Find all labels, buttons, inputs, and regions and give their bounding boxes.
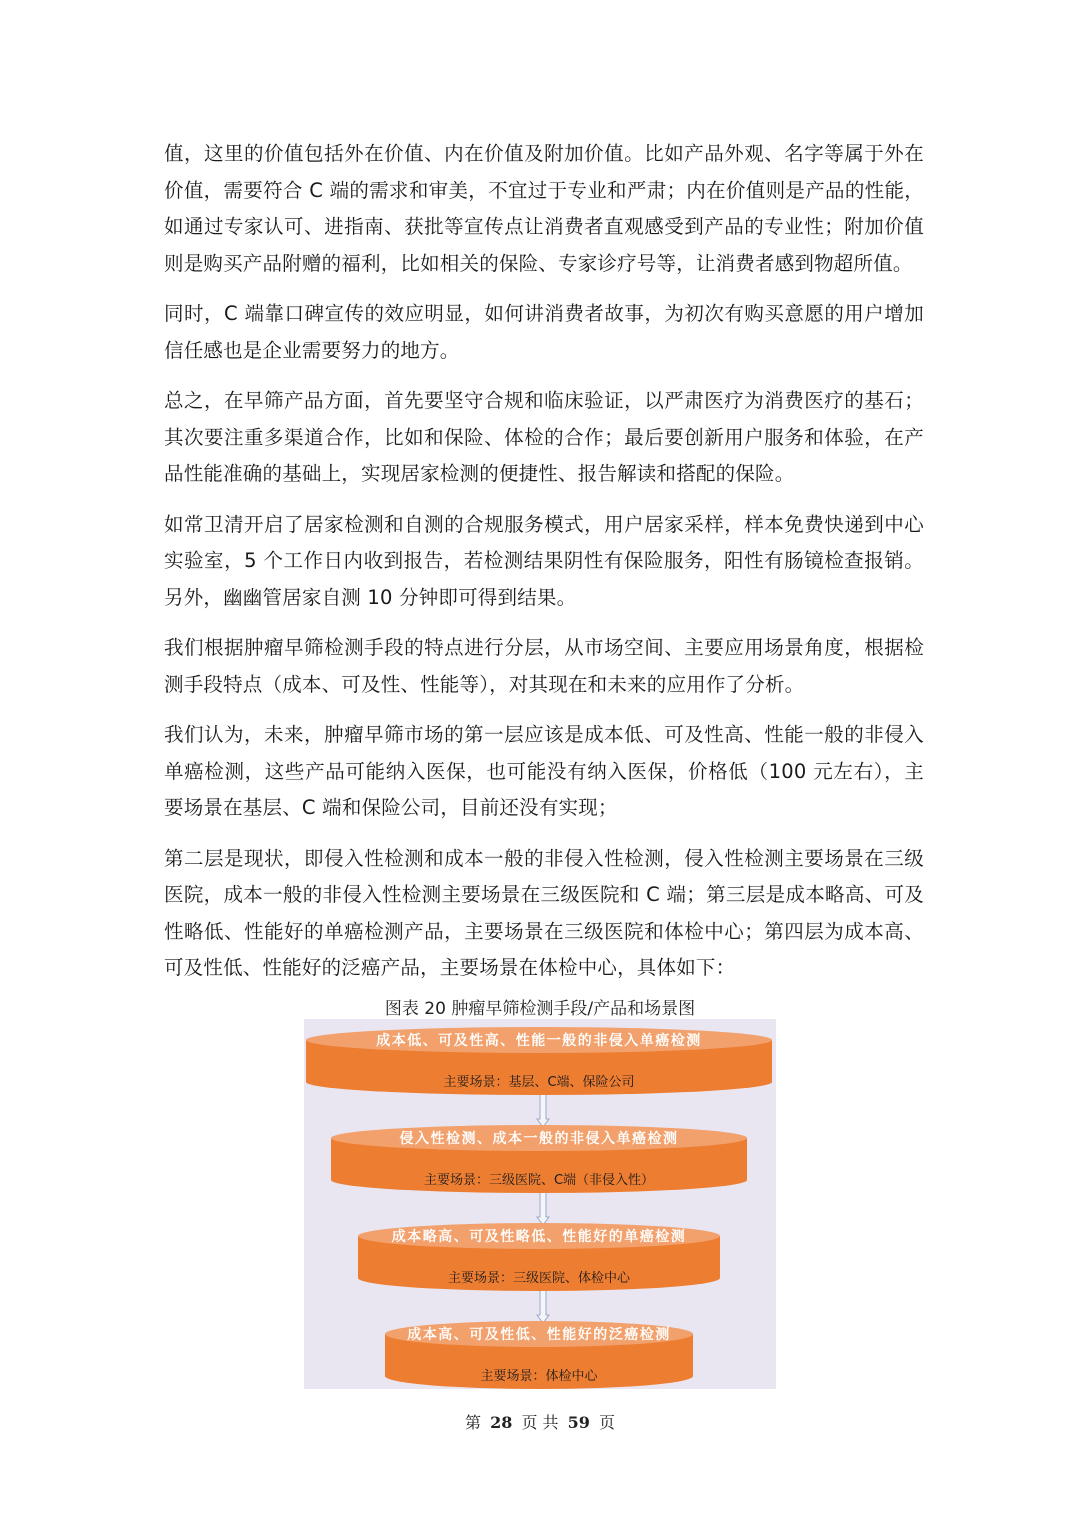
- body-text: [164, 136, 924, 1001]
- tier-scene: 主要场景：体检中心: [480, 1369, 598, 1384]
- paragraph: 我们根据肿瘤早筛检测手段的特点进行分层，从市场空间、主要应用场景角度，根据检测手段特点（成本、可及性、性能等），对其现在和未来的应用作了分析。: [164, 636, 924, 696]
- down-arrow-icon: [537, 1191, 549, 1225]
- paragraph: 如常卫清开启了居家检测和自测的合规服务模式，用户居家采样，样本免费快递到中心实验室，5 个工作日内收到报告，若检测结果阴性有保险服务，阳性有肠镜检查报销。另外，幽幽管居家自测 10 分钟即可得到结果。: [164, 512, 924, 609]
- paragraph: 总之，在早筛产品方面，首先要坚守合规和临床验证，以严肃医疗为消费医疗的基石；其次要注重多渠道合作，比如和保险、体检的合作；最后要创新用户服务和体验，在产品性能准确的基础上，实现居家检测的便捷性、报告解读和搭配的保险。: [164, 389, 924, 485]
- tier-diagram-svg: [304, 1019, 776, 1389]
- tier-diagram: [304, 1019, 776, 1389]
- paragraph: 同时，C 端靠口碑宣传的效应明显，如何讲消费者故事，为初次有购买意愿的用户增加信任感也是企业需要努力的地方。: [164, 302, 924, 362]
- tier-title: 成本高、可及性低、性能好的泛癌检测: [407, 1327, 671, 1343]
- paragraph: 值，这里的价值包括外在价值、内在价值及附加价值。比如产品外观、名字等属于外在价值，需要符合 C 端的需求和审美，不宜过于专业和严肃；内在价值则是产品的性能，如通过专家认可、进指南、获批等宣传点让消费者直观感受到产品的专业性；附加价值则是购买产品附赠的福利，比如相关的保险、专家诊疗号等，让消费者感到物超所值。: [164, 142, 924, 275]
- paragraph: 第二层是现状，即侵入性检测和成本一般的非侵入性检测，侵入性检测主要场景在三级医院，成本一般的非侵入性检测主要场景在三级医院和 C 端；第三层是成本略高、可及性略低、性能好的单癌检测产品，主要场景在三级医院和体检中心；第四层为成本高、可及性低、性能好的泛癌产品，主要场景在体检中心，具体如下：: [164, 846, 924, 979]
- tier-scene: 主要场景：基层、C端、保险公司: [443, 1075, 635, 1090]
- footer-mid: 页 共: [521, 1413, 559, 1432]
- page-total: 59: [567, 1413, 590, 1432]
- down-arrow-icon: [537, 1289, 549, 1323]
- figure-caption: 图表 20 肿瘤早筛检测手段/产品和场景图: [384, 999, 696, 1019]
- page-number: 28: [490, 1413, 513, 1432]
- tier-title: 侵入性检测、成本一般的非侵入单癌检测: [399, 1131, 679, 1147]
- tier-scene: 主要场景：三级医院、体检中心: [447, 1271, 631, 1286]
- page-footer: [0, 1410, 1080, 1433]
- footer-prefix: 第: [464, 1413, 481, 1432]
- paragraph: 我们认为，未来，肿瘤早筛市场的第一层应该是成本低、可及性高、性能一般的非侵入单癌检测，这些产品可能纳入医保，也可能没有纳入医保，价格低（100 元左右），主要场景在基层、C 端和保险公司，目前还没有实现；: [164, 723, 924, 819]
- tier-scene: 主要场景：三级医院、C端（非侵入性）: [423, 1173, 655, 1188]
- tier-title: 成本低、可及性高、性能一般的非侵入单癌检测: [376, 1033, 702, 1049]
- down-arrow-icon: [537, 1093, 549, 1127]
- tier-title: 成本略高、可及性略低、性能好的单癌检测: [391, 1229, 687, 1245]
- footer-suffix: 页: [599, 1413, 616, 1432]
